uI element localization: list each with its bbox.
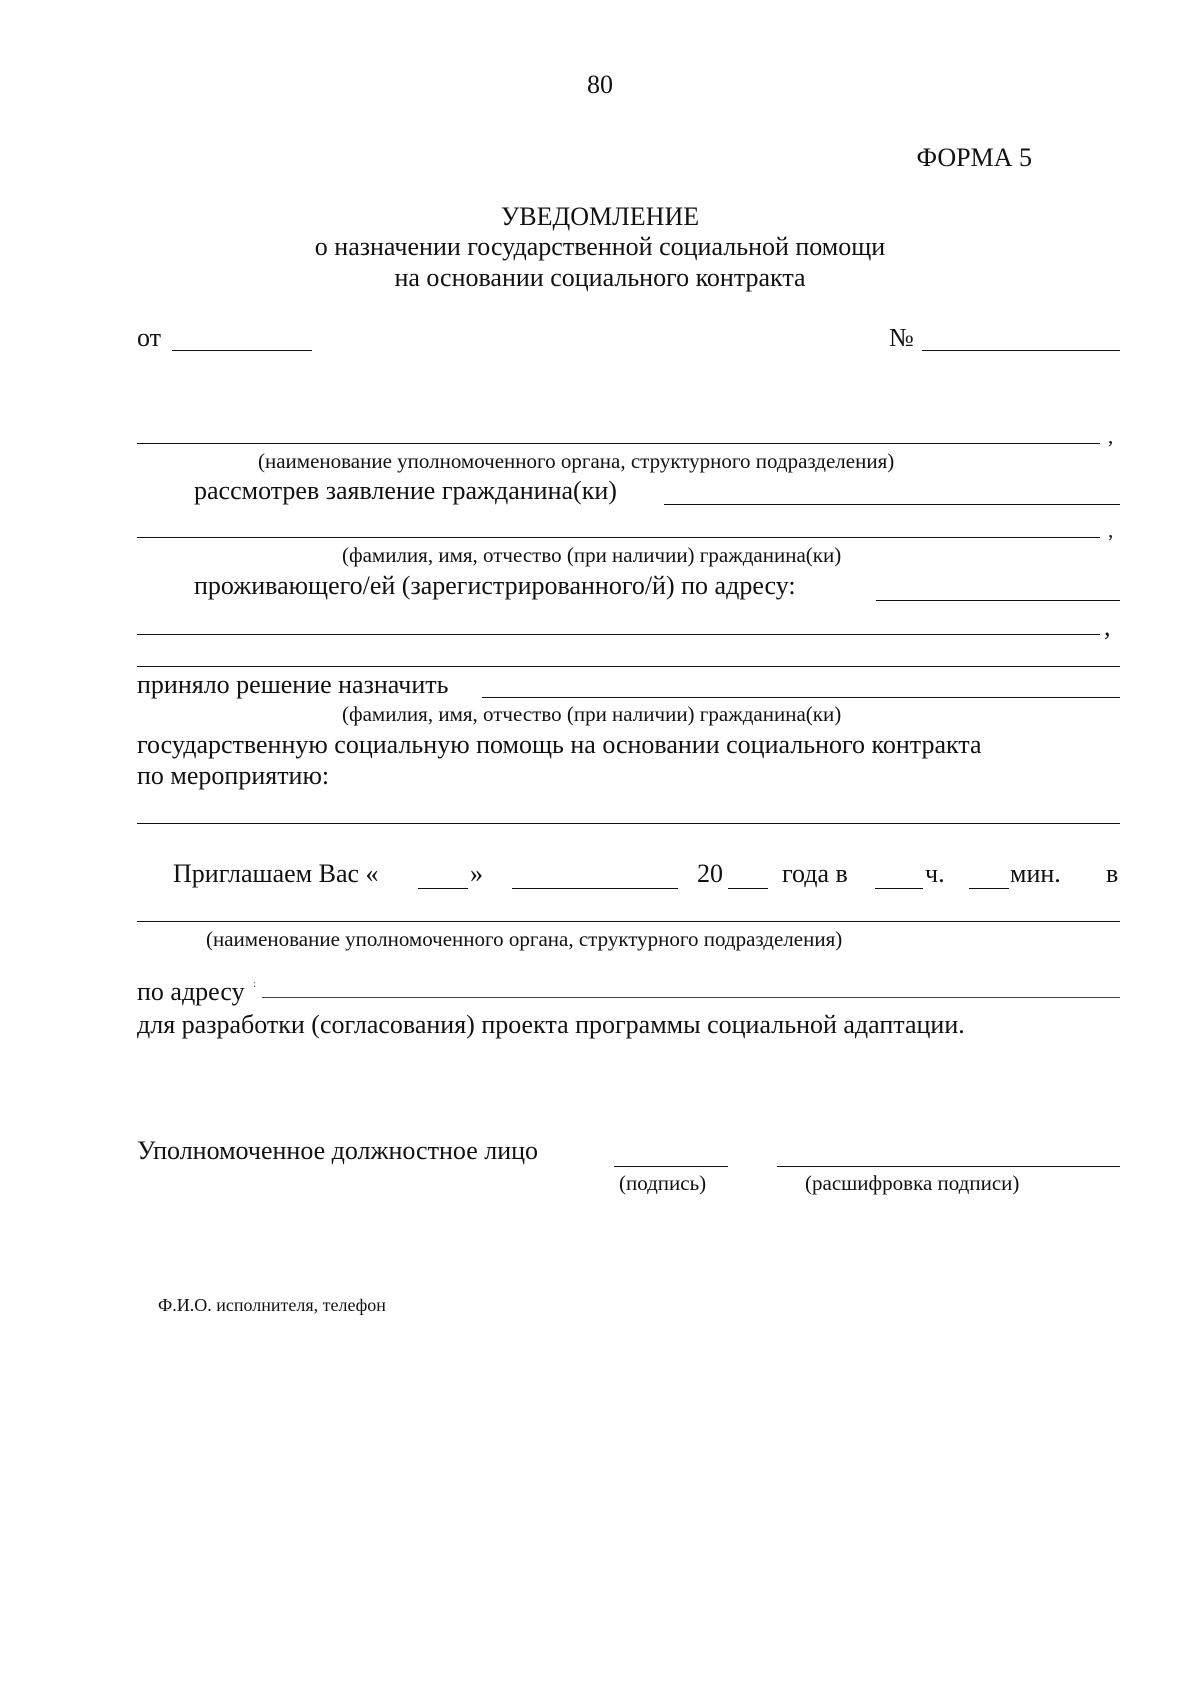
citizen-line-2 bbox=[137, 537, 1100, 538]
address-prefix: по адресу bbox=[137, 977, 245, 1006]
official-text: Уполномоченное должностное лицо bbox=[137, 1136, 539, 1165]
caption-signature-decode: (расшифровка подписи) bbox=[805, 1171, 1020, 1195]
invite-day-line bbox=[418, 888, 468, 889]
date-prefix: от bbox=[137, 323, 162, 352]
authority-field[interactable] bbox=[137, 413, 1100, 443]
citizen-name-input-2[interactable] bbox=[137, 507, 1100, 537]
signature-decode-line bbox=[777, 1166, 1120, 1167]
number-line bbox=[922, 350, 1120, 351]
invite-hour-field[interactable] bbox=[875, 858, 923, 888]
assigned-citizen-field[interactable] bbox=[482, 667, 1120, 697]
subtitle-line1: о назначении государственной социальной помощи bbox=[314, 232, 886, 261]
citizen-name-field[interactable] bbox=[664, 474, 1120, 504]
caption-citizen: (фамилия, имя, отчество (при наличии) гражданина(ки) bbox=[342, 543, 842, 567]
activity-line bbox=[137, 823, 1120, 824]
invite-address-field[interactable] bbox=[262, 969, 1120, 999]
invite-month-input[interactable] bbox=[512, 858, 678, 888]
address-colon: : bbox=[253, 978, 257, 990]
invite-min-field[interactable] bbox=[969, 858, 1009, 888]
address-input-2[interactable] bbox=[137, 604, 1100, 634]
number-prefix: № bbox=[889, 323, 914, 352]
invite-text: Приглашаем Вас « bbox=[173, 859, 379, 888]
signature-decode-field[interactable] bbox=[777, 1136, 1120, 1166]
invite-min-line bbox=[969, 888, 1009, 889]
invite-year-input[interactable] bbox=[728, 858, 768, 888]
hour-text: ч. bbox=[925, 859, 945, 888]
address-field-2[interactable] bbox=[137, 604, 1100, 634]
considered-text: рассмотрев заявление гражданина(ки) bbox=[194, 476, 617, 505]
signature-input[interactable] bbox=[614, 1136, 728, 1166]
signature-field[interactable] bbox=[614, 1136, 728, 1166]
invite-year-field[interactable] bbox=[728, 858, 768, 888]
invite-authority-line bbox=[137, 921, 1120, 922]
assigned-citizen-input[interactable] bbox=[482, 667, 1120, 697]
invite-hour-line bbox=[875, 888, 923, 889]
number-field[interactable] bbox=[922, 320, 1120, 350]
form-label: ФОРМА 5 bbox=[916, 143, 1032, 172]
address-input-3[interactable] bbox=[137, 636, 1120, 666]
in-text: в bbox=[1106, 859, 1119, 888]
activity-field[interactable] bbox=[137, 793, 1120, 823]
invite-min-input[interactable] bbox=[969, 858, 1009, 888]
caption-citizen-2: (фамилия, имя, отчество (при наличии) гражданина(ки) bbox=[342, 702, 842, 726]
page-number: 80 bbox=[587, 70, 613, 99]
comma-3: , bbox=[1104, 612, 1111, 641]
considered-line bbox=[664, 504, 1120, 505]
invite-address-input[interactable] bbox=[262, 969, 1120, 999]
caption-authority: (наименование уполномоченного органа, структурного подразделения) bbox=[258, 449, 895, 473]
date-line bbox=[172, 350, 312, 351]
residing-text: проживающего/ей (зарегистрированного/й) по адресу: bbox=[194, 571, 796, 600]
comma-1: , bbox=[1108, 424, 1114, 448]
activity-input[interactable] bbox=[137, 793, 1120, 823]
citizen-name-field-2[interactable] bbox=[137, 507, 1100, 537]
authority-input[interactable] bbox=[137, 413, 1100, 443]
decided-line bbox=[482, 697, 1120, 698]
caption-signature: (подпись) bbox=[619, 1171, 707, 1195]
address-field-1[interactable] bbox=[876, 570, 1120, 600]
year-prefix: 20 bbox=[697, 859, 723, 888]
purpose-text: для разработки (согласования) проекта программы социальной адаптации. bbox=[137, 1010, 965, 1039]
invite-day-input[interactable] bbox=[418, 858, 468, 888]
signature-line bbox=[614, 1166, 728, 1167]
address-field-3[interactable] bbox=[137, 636, 1120, 666]
invite-month-field[interactable] bbox=[512, 858, 678, 888]
date-input[interactable] bbox=[172, 320, 312, 350]
invite-hour-input[interactable] bbox=[875, 858, 923, 888]
invite-month-line bbox=[512, 888, 678, 889]
assistance-line2: по мероприятию: bbox=[137, 761, 330, 790]
comma-2: , bbox=[1108, 518, 1114, 542]
invite-quote-close: » bbox=[470, 859, 483, 888]
executor-text: Ф.И.О. исполнителя, телефон bbox=[158, 1295, 386, 1315]
invite-year-line bbox=[728, 888, 768, 889]
number-input[interactable] bbox=[922, 320, 1120, 350]
decided-text: приняло решение назначить bbox=[137, 670, 449, 699]
subtitle-line2: на основании социального контракта bbox=[394, 263, 806, 292]
address-line-1 bbox=[876, 600, 1120, 601]
authority-line bbox=[137, 443, 1100, 444]
address-line-2 bbox=[137, 634, 1100, 635]
date-field[interactable] bbox=[172, 320, 312, 350]
invite-authority-field[interactable] bbox=[137, 891, 1120, 921]
citizen-name-input[interactable] bbox=[664, 474, 1120, 504]
signature-decode-input[interactable] bbox=[777, 1136, 1120, 1166]
address-input-1[interactable] bbox=[876, 570, 1120, 600]
invite-authority-input[interactable] bbox=[137, 891, 1120, 921]
document-title: УВЕДОМЛЕНИЕ bbox=[500, 202, 700, 231]
min-text: мин. bbox=[1010, 859, 1061, 888]
caption-authority-2: (наименование уполномоченного органа, структурного подразделения) bbox=[206, 927, 843, 951]
year-text: года в bbox=[782, 859, 848, 888]
assistance-line1: государственную социальную помощь на основании социального контракта bbox=[137, 730, 982, 759]
invite-day-field[interactable] bbox=[418, 858, 468, 888]
